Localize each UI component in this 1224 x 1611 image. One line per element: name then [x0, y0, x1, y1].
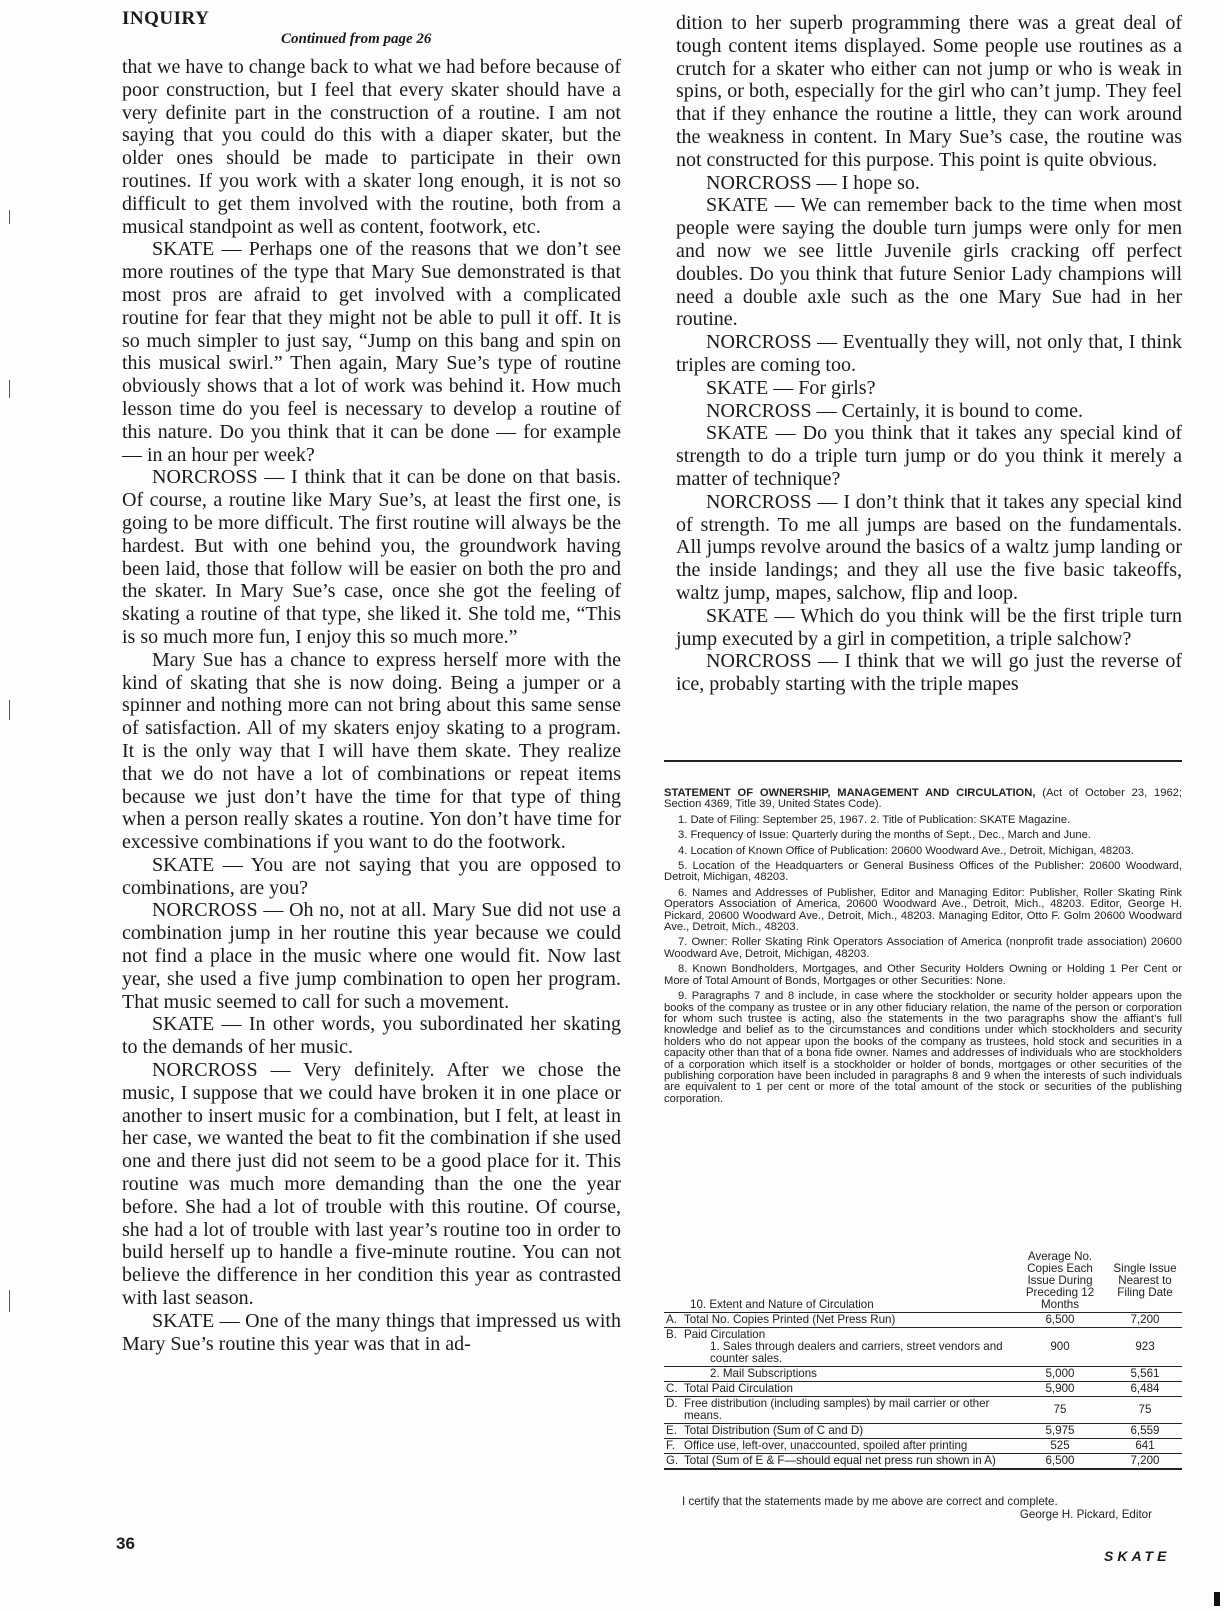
column-header-single-issue: Single Issue Nearest to Filing Date [1108, 1250, 1182, 1313]
row-label [682, 1424, 1012, 1439]
table-header-row [664, 1250, 1182, 1313]
statement-item: 3. Frequency of Issue: Quarterly during the months of Sept., Dec., March and June. [678, 829, 1091, 842]
row-letter: B. [666, 1328, 677, 1341]
right-column [676, 12, 1182, 696]
scan-artifact [1214, 1592, 1220, 1606]
row-sublabel: 2. Mail Subscriptions [710, 1367, 817, 1380]
paragraph: SKATE — We can remember back to the time when most people were saying the double turn jumps were only for men and now we see little Juvenile girls cracking off perfect doubles. Do you think that future Senior Lady champions will need a double axle such as the one Mary Sue had in her routine. [676, 194, 1182, 331]
statement-item: 7. Owner: Roller Skating Rink Operators Association of America (nonprofit trade association) 20600 Woodward Ave, Detroit, Michigan, 48203. [664, 936, 1182, 960]
paragraph: Mary Sue has a chance to express herself more with the kind of skating that she is now doing. Being a jumper or a spinner and nothing more can not bring about this same sense of satisfaction. All of my skaters enjoy skating to a program. It is the only way that I will have them skate. They realize that we do not have a lot of combinations or repeat items because we just don’t have the time for that type of thing when a person really skates a routine. Yon don’t have time for excessive combinations if you want to do the footwork. [122, 648, 621, 854]
row-sublabel: 1. Sales through dealers and carriers, street vendors and counter sales. [710, 1340, 1003, 1365]
row-letter: F. [666, 1439, 676, 1452]
paragraph: NORCROSS — Certainly, it is bound to come. [706, 399, 1084, 422]
row-label [682, 1367, 1012, 1382]
statement-act: (Act of October 23, 1962; Section 4369, Title 39, United States Code). [664, 787, 1182, 811]
continued-note: Continued from page 26 [281, 31, 432, 47]
ownership-statement [664, 788, 1182, 1109]
statement-item: 1. Date of Filing: September 25, 1967. 2. Title of Publication: SKATE Magazine. [678, 813, 1071, 826]
column-header-extent: 10. Extent and Nature of Circulation [682, 1250, 1012, 1313]
table-row [664, 1424, 1182, 1439]
left-column [122, 56, 621, 1355]
scan-artifact [9, 1290, 10, 1312]
paragraph: SKATE — Which do you think will be the first triple turn jump executed by a girl in competition, a triple salchow? [676, 604, 1182, 650]
statement-title: STATEMENT OF OWNERSHIP, MANAGEMENT AND CIRCULATION, [664, 787, 1036, 799]
row-label-text: Total Paid Circulation [684, 1382, 793, 1395]
paragraph: NORCROSS — Eventually they will, not only that, I think triples are coming too. [676, 331, 1182, 376]
table-body [664, 1313, 1182, 1470]
row-label [682, 1328, 1012, 1367]
row-label-text: Total No. Copies Printed (Net Press Run) [684, 1313, 896, 1326]
row-letter [664, 1367, 682, 1382]
table-row [664, 1382, 1182, 1397]
paragraph: NORCROSS — I hope so. [706, 171, 920, 194]
row-label-text: Office use, left-over, unaccounted, spoiled after printing [684, 1439, 968, 1452]
table-row [664, 1454, 1182, 1470]
statement-item: 4. Location of Known Office of Publication: 20600 Woodward Ave., Detroit, Michigan, 48203. [678, 844, 1134, 857]
row-label [682, 1382, 1012, 1397]
row-label-text: Paid Circulation [684, 1328, 766, 1341]
statement-item: 5. Location of the Headquarters or General Business Offices of the Publisher: 20600 Woodward, Detroit, Michigan, 48203. [664, 860, 1182, 884]
magazine-name: SKATE [1104, 1548, 1171, 1564]
paragraph: NORCROSS — Oh no, not at all. Mary Sue did not use a combination jump in her routine this year because we could not find a place in the music where one would fit. Now last year, she used a five jump combination to open her program. That music seemed to call for such a movement. [122, 899, 621, 1013]
table-row [664, 1397, 1182, 1424]
row-label [682, 1397, 1012, 1424]
row-single-issue: 6,559 [1130, 1424, 1160, 1437]
circulation-table [664, 1250, 1182, 1470]
paragraph: that we have to change back to what we had before because of poor construction, but I feel that every skater should have a very definite part in the construction of a routine. I am not saying that you could do this with a diaper skater, but the older ones should be made to participate in their own routines. If you work with a skater long enough, it is not so difficult to get them involved with the routine, both from a musical standpoint as well as content, footwork, etc. [122, 56, 621, 238]
paragraph: SKATE — You are not saying that you are opposed to combinations, are you? [122, 853, 621, 899]
row-letter: A. [666, 1313, 677, 1326]
certification-line: I certify that the statements made by me above are correct and complete. [682, 1495, 1058, 1508]
table-row [664, 1367, 1182, 1382]
table-row [664, 1439, 1182, 1454]
certification [676, 1496, 1182, 1521]
row-average: 5,975 [1045, 1424, 1075, 1437]
paragraph: SKATE — Do you think that it takes any special kind of strength to do a triple turn jump or do you think it merely a matter of technique? [676, 422, 1182, 490]
paragraph: NORCROSS — I think that we will go just the reverse of ice, probably starting with the triple mapes [676, 650, 1182, 696]
row-single-issue: 923 [1135, 1340, 1155, 1353]
row-average: 75 [1053, 1403, 1067, 1416]
statement-items [664, 815, 1182, 1105]
row-average: 525 [1050, 1439, 1070, 1452]
row-single-issue: 5,561 [1130, 1367, 1160, 1380]
row-average: 5,900 [1045, 1382, 1075, 1395]
statement-heading [664, 788, 1182, 811]
table-row [664, 1328, 1182, 1367]
row-average: 6,500 [1045, 1313, 1075, 1326]
row-letter: E. [666, 1424, 677, 1437]
paragraph: dition to her superb programming there was a great deal of tough content items displayed. Some people use routines as a crutch for a skater who either can not jump or who is weak in spins, or both, especially for the girl who can’t jump. They feel that if they enhance the routine a little, they can work around the weakness in content. In Mary Sue’s case, the routine was not constructed for this purpose. This point is quite obvious. [676, 12, 1182, 171]
paragraph: NORCROSS — I don’t think that it takes any special kind of strength. To me all jumps are based on the fundamentals. All jumps revolve around the basics of a waltz jump landing or the inside landings; and they all use the five basic takeoffs, waltz jump, mapes, salchow, flip and loop. [676, 490, 1182, 604]
table-row [664, 1313, 1182, 1328]
row-label [682, 1439, 1012, 1454]
row-average: 5,000 [1045, 1367, 1075, 1380]
statement-item: 6. Names and Addresses of Publisher, Editor and Managing Editor: Publisher, Roller Skating Rink Operators Association of America, 20600 Woodward Ave., Detroit, Mich., 48203. Editor, George H. Pickard, 20600 Woodward Ave., Detroit, Mich., 48203. Managing Editor, Otto F. Golm 20600 Woodward Ave., Detroit, Mich., 48203. [664, 886, 1182, 934]
statement-item: 9. Paragraphs 7 and 8 include, in case where the stockholder or security holder appears upon the books of the company as trustee or in any other fiduciary relation, the name of the person or corporation for whom such trustee is acting, also the statements in the two paragraphs show the affiant’s full knowledge and belief as to the circumstances and conditions under which stockholders and security holders who do not appear upon the books of the company as trustees, hold stock and securities in a capacity other than that of a bona fide owner. Names and addresses of individuals who are stockholders of a corporation which itself is a stockholder or holder of bonds, mortgages or other securities of the publishing corporation have been included in paragraphs 8 and 9 when the interests of such individuals are equivalent to 1 per cent or more of the total amount of the stock or securities of the publishing corporation. [664, 990, 1182, 1105]
row-average: 900 [1050, 1340, 1070, 1353]
row-average: 6,500 [1045, 1454, 1075, 1467]
divider-rule [664, 760, 1182, 762]
paragraph: SKATE — One of the many things that impressed us with Mary Sue’s routine this year was that in ad- [122, 1309, 621, 1355]
scan-artifact [9, 700, 10, 720]
column-header-average: Average No. Copies Each Issue During Preceding 12 Months [1012, 1250, 1108, 1313]
scan-artifact [9, 380, 10, 398]
paragraph: SKATE — In other words, you subordinated her skating to the demands of her music. [122, 1013, 621, 1059]
row-label [682, 1313, 1012, 1328]
paragraph: SKATE — For girls? [706, 376, 876, 399]
row-single-issue: 6,484 [1130, 1382, 1160, 1395]
row-single-issue: 75 [1138, 1403, 1152, 1416]
section-label: INQUIRY [122, 8, 210, 29]
row-single-issue: 7,200 [1130, 1313, 1160, 1326]
row-label-text: Total (Sum of E & F—should equal net press run shown in A) [684, 1454, 996, 1467]
row-label-text: Free distribution (including samples) by mail carrier or other means. [684, 1397, 990, 1422]
row-label [682, 1454, 1012, 1470]
row-single-issue: 7,200 [1130, 1454, 1160, 1467]
row-letter: G. [666, 1454, 679, 1467]
row-letter: D. [666, 1397, 678, 1410]
scan-artifact [9, 210, 10, 224]
paragraph: SKATE — Perhaps one of the reasons that we don’t see more routines of the type that Mary Sue demonstrated is that most pros are afraid to get involved with a complicated routine for fear that they might not be able to pull it off. It is so much simpler to just say, “Jump on this bang and spin on this musical swirl.” Then again, Mary Sue’s type of routine obviously shows that a lot of work was behind it. How much lesson time do you feel is necessary to develop a routine of this nature. Do you think that it can be done — for example — in an hour per week? [122, 238, 621, 466]
row-single-issue: 641 [1135, 1439, 1155, 1452]
row-label-text: Total Distribution (Sum of C and D) [684, 1424, 864, 1437]
row-letter: C. [666, 1382, 678, 1395]
statement-item: 8. Known Bondholders, Mortgages, and Other Security Holders Owning or Holding 1 Per Cent or More of Total Amount of Bonds, Mortgages or other Securities: None. [664, 963, 1182, 987]
paragraph: NORCROSS — Very definitely. After we chose the music, I suppose that we could have broken it in one place or another to insert music for a combination, but I felt, at least in her case, we wanted the beat to fit the combination if she used one and there just did not seem to be a good place for it. This routine was much more demanding than the one the year before. She had a lot of trouble with this routine. Of course, she had a lot of trouble with last year’s routine too in order to build herself up to handle a five-minute routine. You can not believe the difference in her condition this year as contrasted with last season. [122, 1059, 621, 1310]
page-number: 36 [116, 1534, 135, 1553]
paragraph: NORCROSS — I think that it can be done on that basis. Of course, a routine like Mary Sue’s, at least the first one, is going to be more difficult. The first routine will always be the hardest. But with one behind you, the groundwork having been laid, those that follow will be easier on both the pro and the skater. In Mary Sue’s case, once she got the feeling of skating a routine of that type, she liked it. She told me, “This is so much more fun, I enjoy this so much more.” [122, 466, 621, 648]
certification-signer: George H. Pickard, Editor [1019, 1507, 1152, 1521]
